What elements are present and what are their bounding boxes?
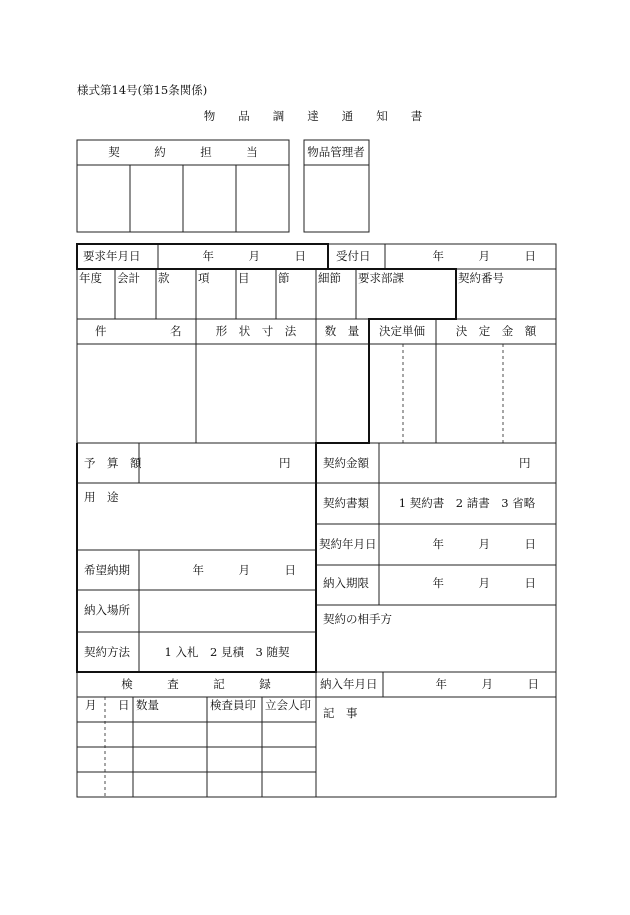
counterparty-label: 契約の相手方 [323, 612, 392, 626]
contract-number-label: 契約番号 [458, 271, 504, 285]
decided-amount-label: 決 定 金 額 [455, 324, 537, 338]
contract-date-value: 年 月 日 [432, 537, 536, 551]
remarks-label: 記 事 [323, 706, 358, 720]
contract-staff-seal-3[interactable] [184, 166, 235, 231]
inspector-seal-label: 検査員印 [210, 698, 256, 712]
property-manager-header: 物品管理者 [307, 145, 365, 159]
delivery-date-value: 年 月 日 [435, 677, 539, 691]
contract-amount-unit: 円 [519, 456, 531, 470]
delivery-date-label: 納入年月日 [320, 677, 378, 691]
contract-amount-label: 契約金額 [323, 456, 369, 470]
contract-docs-options: 1 契約書 2 請書 3 省略 [398, 496, 536, 510]
request-date-value: 年 月 日 [202, 249, 306, 263]
desired-delivery-label: 希望納期 [84, 563, 130, 577]
item-label: 項 [198, 271, 210, 285]
delivery-deadline-label: 納入期限 [323, 576, 369, 590]
delivery-place-field[interactable] [140, 591, 315, 631]
remarks-field[interactable] [317, 724, 555, 796]
clause-label: 節 [278, 271, 290, 285]
shape-size-label: 形 状 寸 法 [215, 324, 297, 338]
witness-seal-label: 立会人印 [265, 698, 311, 712]
account-label: 会計 [117, 271, 140, 285]
document-title: 物 品 調 達 通 知 書 [203, 109, 423, 123]
inspection-header: 検 査 記 録 [121, 677, 271, 691]
purpose-label: 用 途 [84, 490, 119, 504]
delivery-deadline-value: 年 月 日 [432, 576, 536, 590]
budget-unit: 円 [279, 456, 291, 470]
request-date-label: 要求年月日 [83, 249, 141, 263]
delivery-place-label: 納入場所 [84, 603, 130, 617]
unit-price-field[interactable] [370, 345, 435, 442]
quantity-field[interactable] [317, 345, 368, 442]
reception-date-value: 年 月 日 [432, 249, 536, 263]
contract-staff-header: 契 約 担 当 [108, 145, 258, 159]
contract-method-options: 1 入札 2 見積 3 随契 [164, 645, 290, 659]
budget-label: 予 算 額 [84, 456, 142, 470]
unit-price-label: 決定単価 [379, 324, 425, 338]
item-name-field[interactable] [78, 345, 195, 442]
item-name-label-1: 件 [95, 324, 107, 338]
inspection-quantity-label: 数量 [136, 698, 159, 712]
section-label: 款 [158, 271, 170, 285]
inspection-day-label: 日 [118, 698, 130, 712]
contract-staff-seal-2[interactable] [131, 166, 182, 231]
reception-date-label: 受付日 [336, 249, 371, 263]
purpose-field[interactable] [78, 498, 315, 549]
fiscal-year-label: 年度 [79, 271, 102, 285]
quantity-label: 数 量 [324, 324, 360, 338]
contract-staff-seal-1[interactable] [78, 166, 129, 231]
sub-item-label: 目 [238, 271, 250, 285]
desired-delivery-value: 年 月 日 [192, 563, 296, 577]
contract-staff-seal-4[interactable] [237, 166, 288, 231]
item-name-label-2: 名 [170, 324, 182, 338]
counterparty-field[interactable] [317, 630, 555, 671]
form-number-label: 様式第14号(第15条関係) [77, 83, 208, 97]
requesting-dept-label: 要求部課 [358, 271, 404, 285]
contract-docs-label: 契約書類 [323, 496, 369, 510]
sub-clause-label: 細節 [318, 271, 341, 285]
property-manager-seal[interactable] [305, 166, 368, 231]
inspection-month-label: 月 [85, 698, 97, 712]
amount-field[interactable] [437, 345, 555, 442]
shape-size-field[interactable] [197, 345, 315, 442]
contract-method-label: 契約方法 [84, 645, 130, 659]
contract-date-label: 契約年月日 [319, 537, 377, 551]
